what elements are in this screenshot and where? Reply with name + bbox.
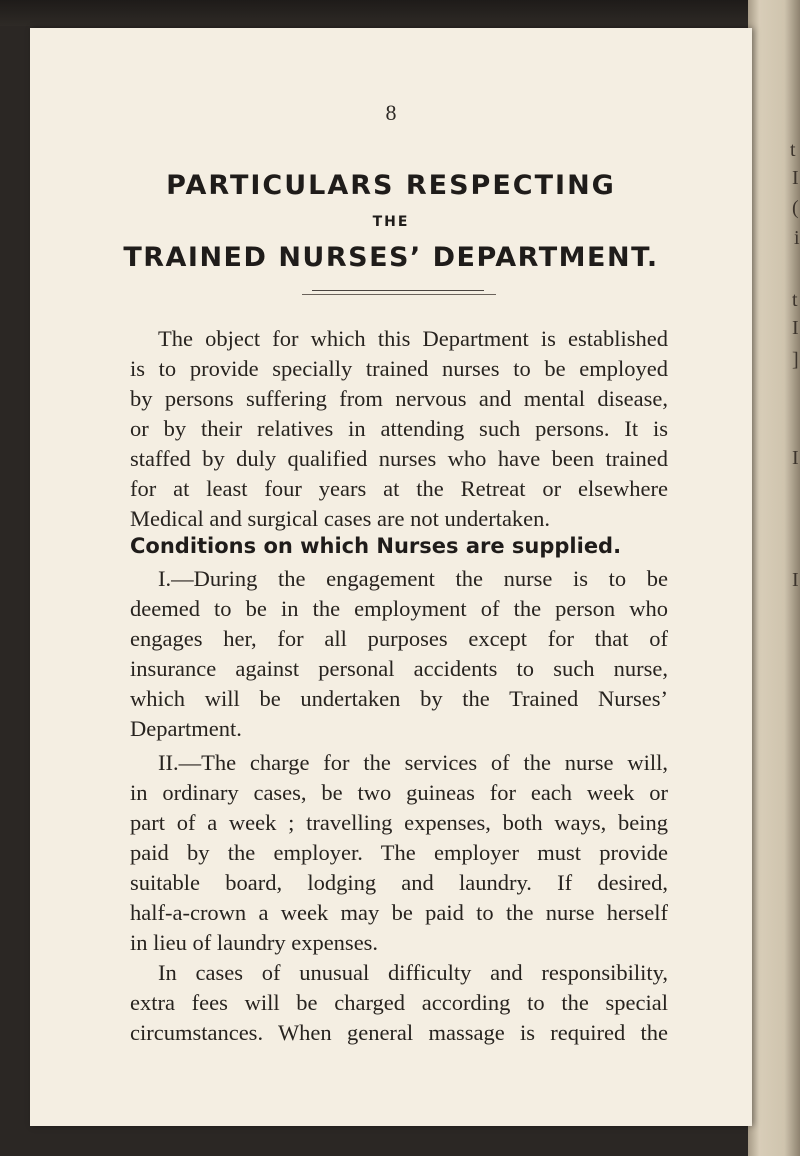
intro-line: for at least four years at the Retreat or elsewhere [130,476,668,501]
ornamental-rule [302,294,496,295]
facing-page-edge [748,0,800,1156]
condition-2-line: part of a week ; travelling expenses, both ways, being [130,810,668,835]
title-line-2: THE [372,214,410,230]
condition-2-line: II.—The charge for the services of the nurse will, [158,750,668,775]
facing-page-glyph: I [792,569,799,591]
intro-line: staffed by duly qualified nurses who have been trained [130,446,668,471]
extra-fees-line: In cases of unusual difficulty and responsibility, [158,960,668,985]
book-page [30,28,752,1126]
facing-page-glyph: I [792,447,799,469]
intro-line: Medical and surgical cases are not undertaken. [130,506,551,531]
condition-1-line: Department. [130,716,242,741]
facing-page-glyph: I [792,167,799,189]
scan-background [0,0,800,26]
facing-page-glyph: ] [792,349,799,371]
facing-page-glyph: t [790,139,796,161]
intro-line: The object for which this Department is established [158,326,668,351]
condition-1-line: deemed to be in the employment of the person who [130,596,668,621]
facing-page-glyph: t [792,289,798,311]
condition-1-line: insurance against personal accidents to such nurse, [130,656,668,681]
facing-page-glyph: I [792,317,799,339]
condition-1-line: which will be undertaken by the Trained Nurses’ [130,686,668,711]
page-number: 8 [385,100,397,125]
facing-page-glyph: ( [792,197,799,219]
extra-fees-line: extra fees will be charged according to the special [130,990,668,1015]
condition-2-line: half-a-crown a week may be paid to the nurse herself [130,900,668,925]
section-heading: Conditions on which Nurses are supplied. [130,534,622,558]
condition-1-line: engages her, for all purposes except for that of [130,626,668,651]
intro-line: is to provide specially trained nurses to be employed [130,356,668,381]
facing-page-glyph: i [794,227,800,249]
title-line-1: PARTICULARS RESPECTING [166,170,616,201]
intro-line: by persons suffering from nervous and mental disease, [130,386,668,411]
ornamental-rule [312,290,484,291]
condition-2-line: in lieu of laundry expenses. [130,930,379,955]
condition-2-line: in ordinary cases, be two guineas for each week or [130,780,668,805]
condition-2-line: paid by the employer. The employer must provide [130,840,668,865]
condition-1-line: I.—During the engagement the nurse is to be [158,566,668,591]
extra-fees-line: circumstances. When general massage is required the [130,1020,668,1045]
title-line-3: TRAINED NURSES’ DEPARTMENT. [123,242,659,273]
intro-line: or by their relatives in attending such persons. It is [130,416,668,441]
condition-2-line: suitable board, lodging and laundry. If desired, [130,870,668,895]
